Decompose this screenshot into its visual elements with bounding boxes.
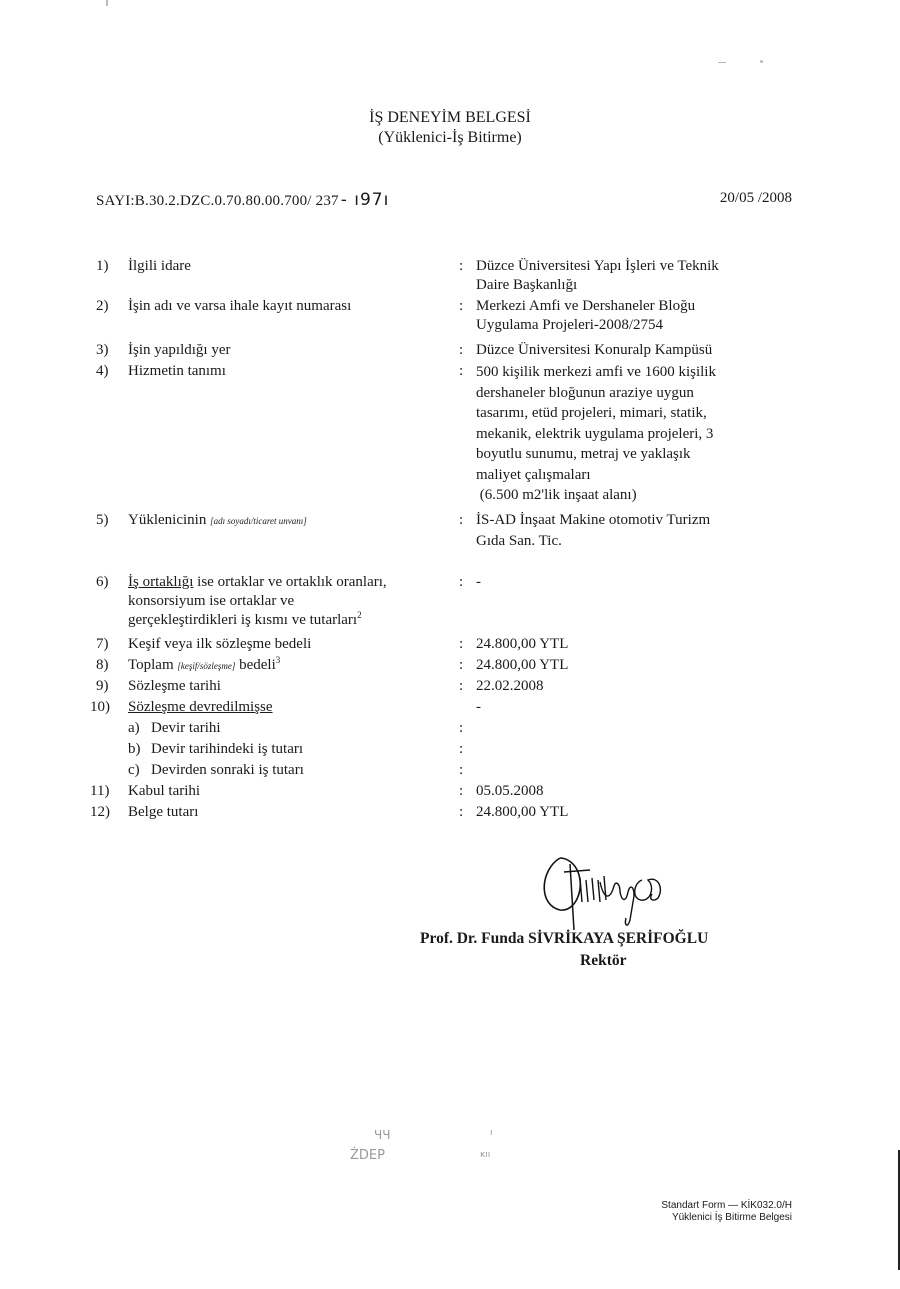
value-line: Düzce Üniversitesi Yapı İşleri ve Teknik [476,258,719,274]
value-line: 24.800,00 YTL [476,657,569,673]
item-colon: : [459,783,464,799]
value-line: Gıda San. Tic. [476,533,562,549]
item-colon: : [459,741,464,757]
value-line: Uygulama Projeleri-2008/2754 [476,317,664,333]
label-line: ise ortaklar ve ortaklık oranları, [193,574,387,590]
label-note: [adı soyadı/ticaret unvanı] [210,516,307,526]
item-number: 11) [90,783,110,799]
value-line: dershaneler bloğunun araziye uygun [476,384,694,401]
value-line: İS-AD İnşaat Makine otomotiv Turizm [476,512,711,528]
item-label [128,511,458,531]
value-line: 24.800,00 YTL [476,636,569,652]
label-text: Toplam [128,657,174,673]
item-colon: : [459,762,464,778]
sub-item-label: Devir tarihindeki iş tutarı [151,741,304,757]
scan-speck [718,62,726,63]
stamp-mark: ЧЧ [374,1128,391,1142]
label-line: gerçekleştirdikleri iş kısmı ve tutarları [128,612,358,628]
item-colon: : [459,298,464,314]
value-line: Düzce Üniversitesi Konuralp Kampüsü [476,342,713,358]
reference-number-handwritten: - ı97ı [340,190,390,210]
signatory-title: Rektör [580,952,627,969]
item-label: Sözleşme tarihi [128,678,221,694]
item-value [476,803,796,822]
value-line: - [476,574,481,590]
label-text-after: bedeli [235,657,276,673]
footnote-marker: 2 [357,610,362,620]
item-label: Hizmetin tanımı [128,363,226,379]
item-label: Kabul tarihi [128,783,201,799]
stamp-mark: ĸıı [480,1150,491,1160]
item-colon: : [459,258,464,274]
item-number: 4) [96,363,109,379]
item-colon: : [459,804,464,820]
item-number: 1) [96,258,109,274]
form-name: Yüklenici İş Bitirme Belgesi [671,1212,792,1223]
value-line: maliyet çalışmaları [476,466,591,483]
value-line: - [476,699,481,715]
value-line: tasarımı, etüd projeleri, mimari, statik, [476,405,707,421]
value-line: 05.05.2008 [476,783,544,799]
label-note: [keşif/sözleşme] [177,661,236,671]
item-value [476,677,796,696]
value-line: Daire Başkanlığı [476,277,578,293]
reference-number-printed: SAYI:B.30.2.DZC.0.70.80.00.700/ 237 [96,193,339,209]
item-label: Sözleşme devredilmişse [128,699,273,715]
item-value [476,698,796,717]
document-subtitle: (Yüklenici-İş Bitirme) [378,129,522,146]
item-label: Keşif veya ilk sözleşme bedeli [128,636,312,652]
item-colon: : [459,342,464,358]
item-value [476,635,796,654]
stamp-mark: ı [490,1128,493,1138]
value-line: (6.500 m2'lik inşaat alanı) [476,487,637,503]
sub-item-label: Devir tarihi [151,720,221,736]
item-number: 7) [96,636,109,652]
item-label: İşin adı ve varsa ihale kayıt numarası [128,298,352,314]
scan-speck [760,60,763,63]
item-value [476,297,796,335]
item-value [476,656,796,675]
item-number: 2) [96,298,109,314]
item-number: 8) [96,657,109,673]
item-number: 12) [90,804,110,820]
value-line: 24.800,00 YTL [476,804,569,820]
item-colon: : [459,574,464,590]
item-number: 6) [96,574,109,590]
item-value [476,341,796,360]
value-line: 500 kişilik merkezi amfi ve 1600 kişilik [476,364,716,380]
item-value [476,257,796,295]
item-value [476,782,796,801]
label-line: konsorsiyum ise ortaklar ve [128,593,295,609]
signatory-name: Prof. Dr. Funda SİVRİKAYA ŞERİFOĞLU [420,930,709,947]
item-colon: : [459,512,464,528]
form-footer [661,1200,792,1224]
label-text: Yüklenicinin [128,512,207,528]
item-label: İşin yapıldığı yer [128,342,231,358]
value-line: mekanik, elektrik uygulama projeleri, 3 [476,425,714,442]
item-value [476,511,796,551]
item-value [476,362,796,506]
item-label: Belge tutarı [128,804,199,820]
item-number: 9) [96,678,109,694]
item-colon: : [459,363,464,379]
handwritten-signature [530,850,690,940]
reference-number [96,190,389,210]
value-line: Merkezi Amfi ve Dershaneler Bloğu [476,298,696,314]
value-line: boyutlu sunumu, metraj ve yaklaşık [476,446,691,462]
stamp-mark: ŻDEP [350,1148,385,1163]
scan-speck [106,0,108,6]
item-label: İlgili idare [128,258,191,274]
item-colon: : [459,657,464,673]
sub-item-letter: c) [128,762,140,778]
footnote-marker: 3 [275,655,281,665]
item-value [476,573,796,592]
value-line: 22.02.2008 [476,678,544,694]
item-label [128,656,458,676]
form-code: Standart Form — KİK032.0/H [661,1200,792,1211]
sub-item-letter: a) [128,720,140,736]
sub-item-label: Devirden sonraki iş tutarı [151,762,304,778]
item-colon: : [459,720,464,736]
item-number: 3) [96,342,109,358]
item-number: 10) [90,699,110,715]
document-date: 20/05 /2008 [719,190,792,206]
document-title: İŞ DENEYİM BELGESİ [369,109,531,126]
item-colon: : [459,636,464,652]
sub-item-letter: b) [128,741,141,757]
item-label [128,573,458,630]
item-colon: : [459,678,464,694]
label-underlined: İş ortaklığı [128,574,194,590]
item-number: 5) [96,512,109,528]
